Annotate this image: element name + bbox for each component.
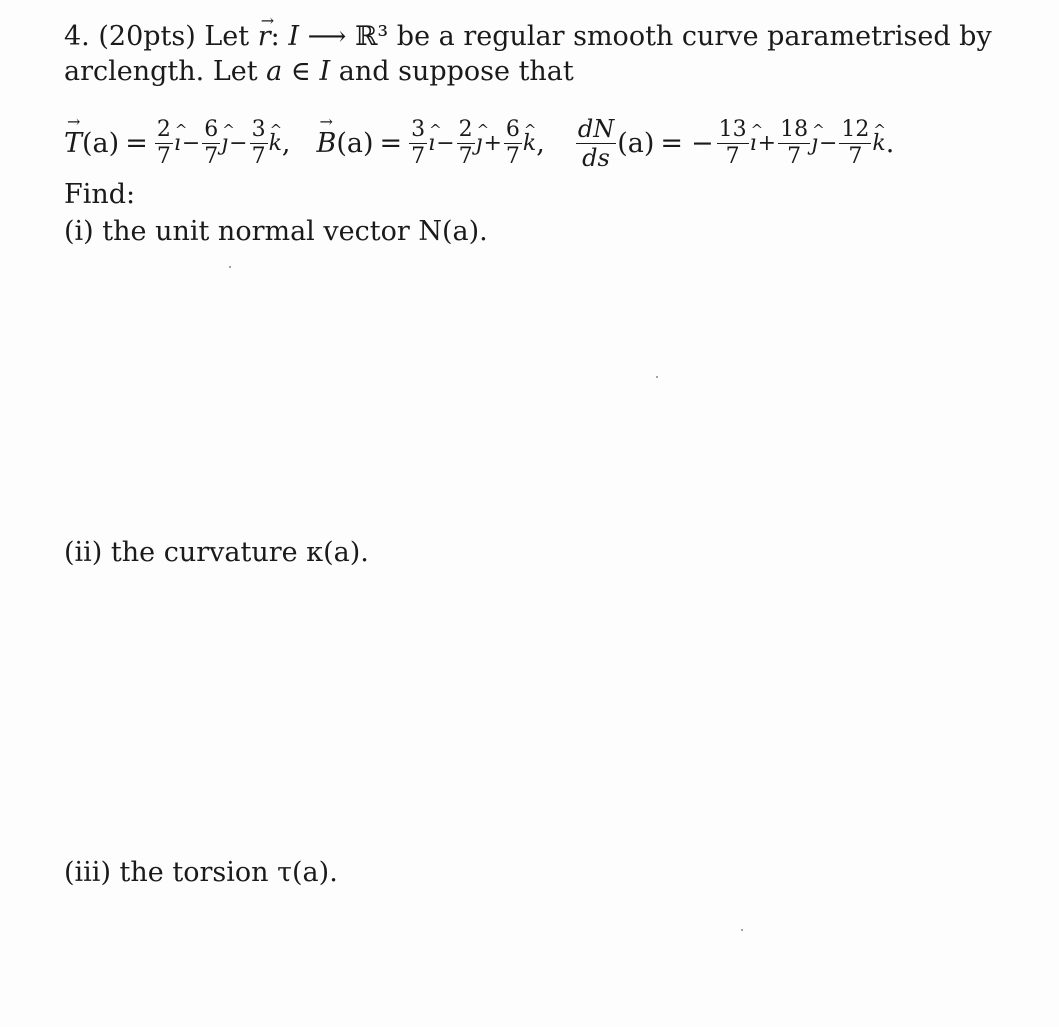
- binormal-equation: → B (a) = $\frac{3}{7}$ ^ ı − $\frac{2}{7}$ ^ ȷ + $\frac{6}{7}$ ^ k ,: [317, 119, 545, 168]
- problem-points: (20pts): [98, 21, 196, 52]
- fraction: $\frac{2}{7}$: [156, 116, 171, 169]
- question-2: (ii) the curvature κ(a).: [64, 537, 369, 568]
- problem-statement-line-2: arclength. Let a ∈ I and suppose that: [64, 56, 574, 87]
- tangent-equation: → T (a) = $\frac{2}{7}$ ^ ı − $\frac{6}{7}$ ^ ȷ − $\frac{3}{7}$ ^ k ,: [64, 119, 291, 168]
- fraction: $\frac{18}{7}$: [780, 116, 809, 169]
- fraction: $\frac{3}{7}$: [411, 116, 426, 169]
- derivative-fraction: $\frac{dN}{ds}$: [577, 114, 615, 172]
- fraction: $\frac{6}{7}$: [204, 116, 219, 169]
- problem-statement-line-1: 4. (20pts) Let → r: I ⟶ ℝ³ be a regular smooth curve parametrised by: [64, 20, 992, 54]
- given-equations: [64, 108, 894, 178]
- vector-r: → r: [258, 20, 271, 54]
- question-3: (iii) the torsion τ(a).: [64, 857, 338, 888]
- r3-symbol: ℝ³: [354, 21, 389, 52]
- fraction: $\frac{13}{7}$: [718, 116, 747, 169]
- scan-speck: [656, 376, 658, 378]
- dn-ds-equation: $\frac{dN}{ds}$ (a) = − $\frac{13}{7}$ ^ ı + $\frac{18}{7}$ ^ ȷ − $\frac{12}{7}$ ^ k .: [575, 117, 894, 170]
- scan-speck: [741, 929, 743, 931]
- maps-to-arrow: ⟶: [307, 21, 347, 52]
- question-1: (i) the unit normal vector N(a).: [64, 216, 488, 247]
- fraction: $\frac{3}{7}$: [251, 116, 266, 169]
- fraction: $\frac{2}{7}$: [458, 116, 473, 169]
- scan-speck: [229, 266, 231, 268]
- fraction: $\frac{12}{7}$: [841, 116, 870, 169]
- fraction: $\frac{6}{7}$: [505, 116, 520, 169]
- problem-number: 4.: [64, 21, 90, 52]
- find-heading: Find:: [64, 179, 136, 210]
